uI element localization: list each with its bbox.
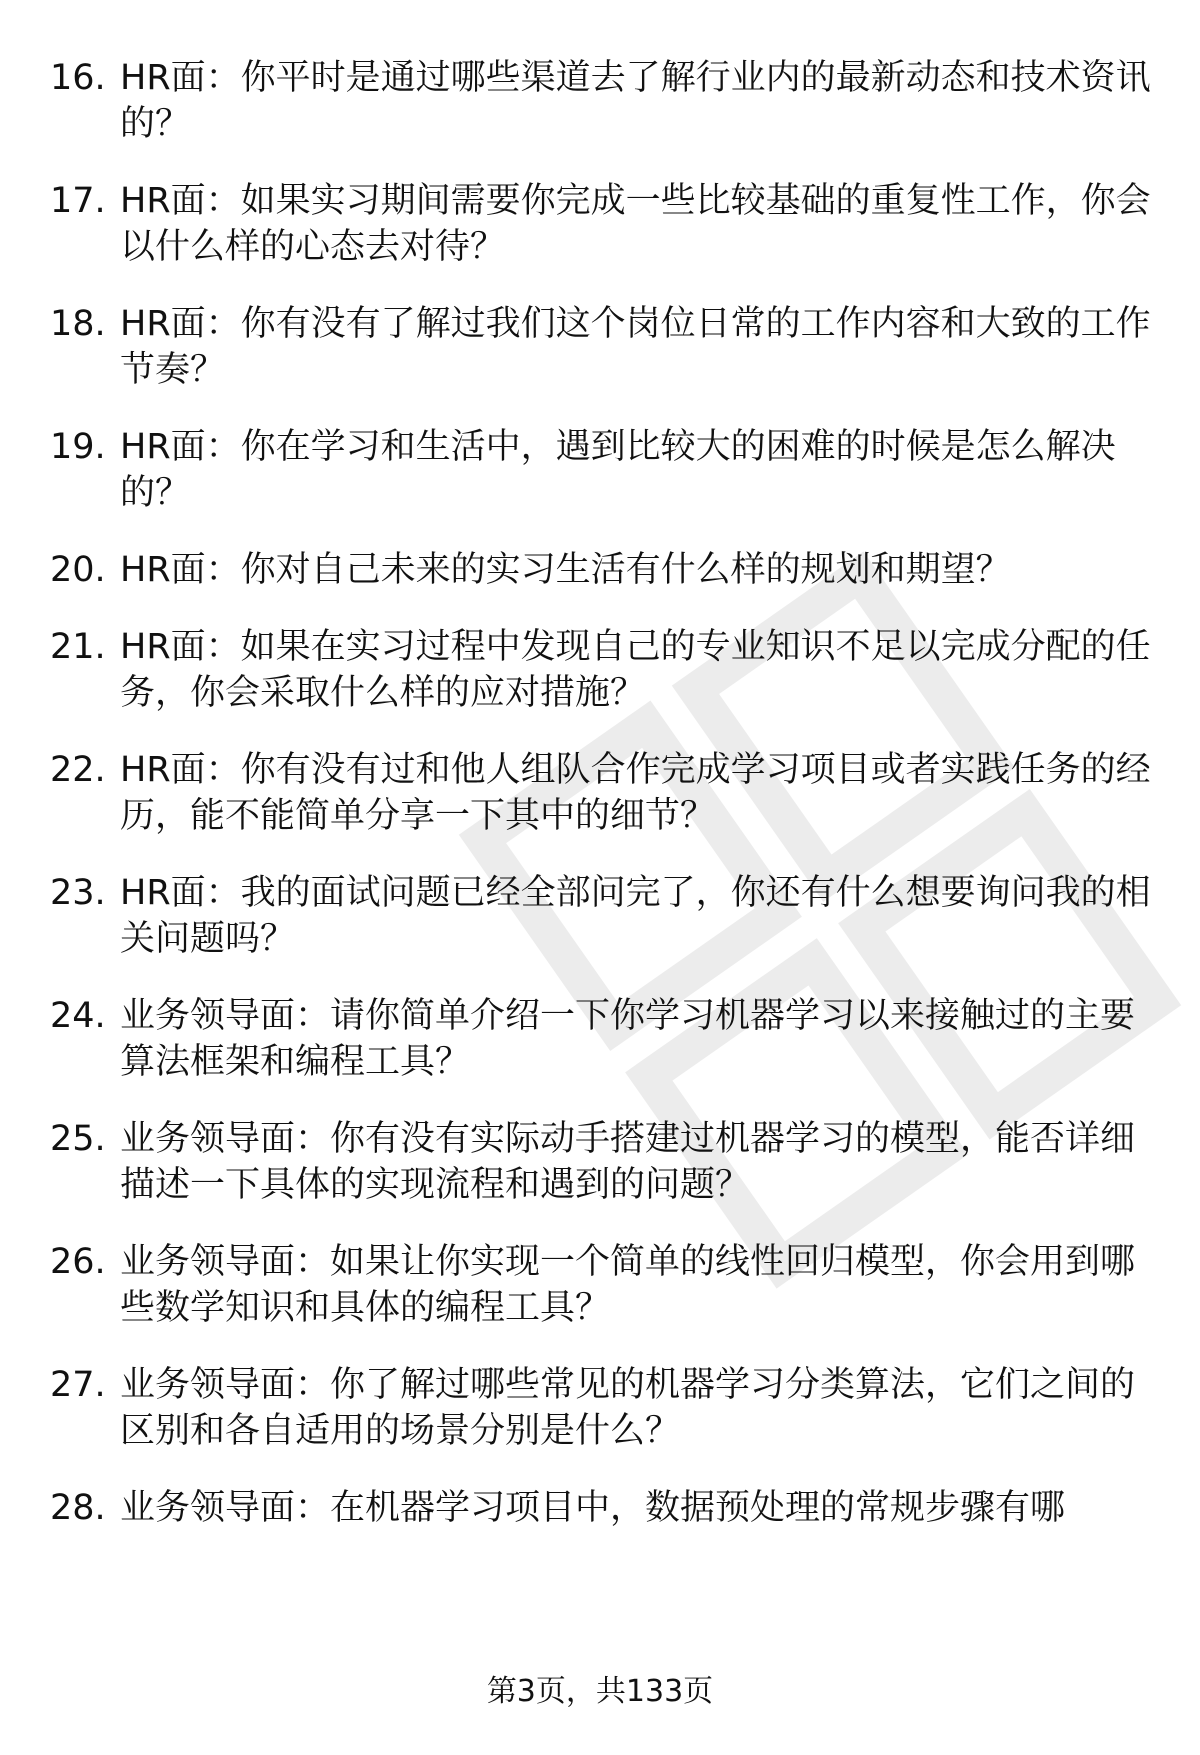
question-text: HR面：我的面试问题已经全部问完了，你还有什么想要询问我的相关问题吗？	[120, 873, 1151, 959]
question-text: HR面：你对自己未来的实习生活有什么样的规划和期望？	[120, 550, 1011, 590]
question-number: 28.	[50, 1488, 106, 1528]
list-item	[50, 547, 1160, 593]
question-text: 业务领导面：你有没有实际动手搭建过机器学习的模型，能否详细描述一下具体的实现流程和遇到的问题？	[120, 1119, 1136, 1205]
question-number: 20.	[50, 550, 106, 590]
question-number: 17.	[50, 181, 106, 221]
question-number: 26.	[50, 1242, 106, 1282]
list-item	[50, 1485, 1160, 1531]
list-item	[50, 178, 1160, 270]
question-text: HR面：如果实习期间需要你完成一些比较基础的重复性工作，你会以什么样的心态去对待？	[120, 181, 1151, 267]
question-text: HR面：你有没有了解过我们这个岗位日常的工作内容和大致的工作节奏？	[120, 304, 1151, 390]
question-number: 19.	[50, 427, 106, 467]
question-number: 24.	[50, 996, 106, 1036]
question-number: 16.	[50, 58, 106, 98]
question-text: HR面：你平时是通过哪些渠道去了解行业内的最新动态和技术资讯的？	[120, 58, 1151, 144]
question-text: 业务领导面：如果让你实现一个简单的线性回归模型，你会用到哪些数学知识和具体的编程工具？	[120, 1242, 1136, 1328]
question-number: 25.	[50, 1119, 106, 1159]
list-item	[50, 1362, 1160, 1454]
question-text: HR面：你有没有过和他人组队合作完成学习项目或者实践任务的经历，能不能简单分享一下其中的细节？	[120, 750, 1151, 836]
list-item	[50, 993, 1160, 1085]
question-list	[50, 55, 1160, 1562]
question-number: 21.	[50, 627, 106, 667]
page-footer: 第3页，共133页	[486, 1674, 714, 1709]
list-item	[50, 1116, 1160, 1208]
question-text: HR面：如果在实习过程中发现自己的专业知识不足以完成分配的任务，你会采取什么样的应对措施？	[120, 627, 1151, 713]
question-text: HR面：你在学习和生活中，遇到比较大的困难的时候是怎么解决的？	[120, 427, 1116, 513]
list-item	[50, 1239, 1160, 1331]
question-number: 18.	[50, 304, 106, 344]
list-item	[50, 870, 1160, 962]
question-number: 27.	[50, 1365, 106, 1405]
question-number: 22.	[50, 750, 106, 790]
question-number: 23.	[50, 873, 106, 913]
list-item	[50, 747, 1160, 839]
list-item	[50, 424, 1160, 516]
question-text: 业务领导面：你了解过哪些常见的机器学习分类算法，它们之间的区别和各自适用的场景分别是什么？	[120, 1365, 1136, 1451]
list-item	[50, 624, 1160, 716]
question-text: 业务领导面：在机器学习项目中，数据预处理的常规步骤有哪	[120, 1488, 1066, 1528]
list-item	[50, 55, 1160, 147]
question-text: 业务领导面：请你简单介绍一下你学习机器学习以来接触过的主要算法框架和编程工具？	[120, 996, 1136, 1082]
list-item	[50, 301, 1160, 393]
